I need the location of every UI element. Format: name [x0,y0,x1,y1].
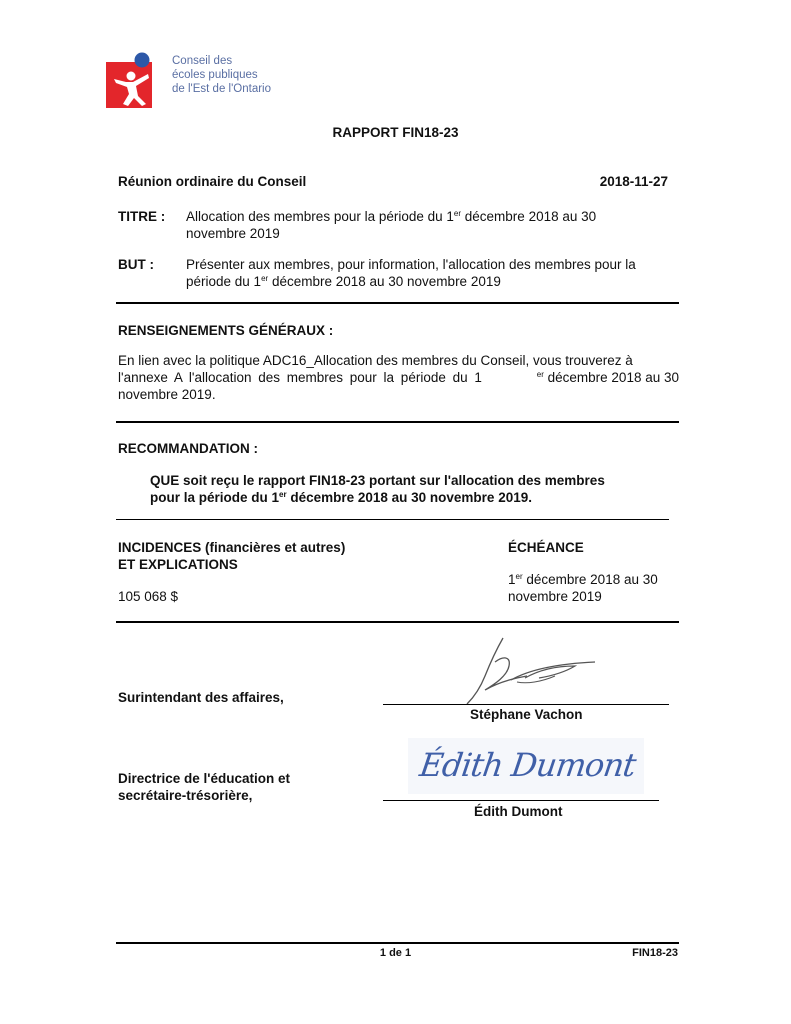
titre-text-a: Allocation des membres pour la période du 1 [186,209,454,224]
logo-line-2: écoles publiques [172,69,258,81]
signature-line-superintendent [383,704,669,705]
meeting-label: Réunion ordinaire du Conseil [118,174,307,189]
incidences-heading-2: ET EXPLICATIONS [118,557,238,572]
renseignements-sup: er [536,370,544,379]
recommandation-line-2b: décembre 2018 au 30 novembre 2019. [286,490,532,505]
meeting-date: 2018-11-27 [599,174,668,189]
divider [116,302,679,304]
titre-sup: er [453,209,462,218]
renseignements-line-3: novembre 2019. [118,387,216,402]
footer-code: FIN18-23 [632,947,678,959]
but-line-2a: période du 1 [186,274,262,289]
logo-text [172,54,271,96]
superintendent-label: Surintendant des affaires, [118,690,284,705]
renseignements-heading: RENSEIGNEMENTS GÉNÉRAUX : [118,323,334,338]
renseignements-line-2a: l'annexe A l'allocation des membres pour la période du 1 [118,370,482,385]
director-label-2: secrétaire-trésorière, [118,788,253,803]
echeance-sup: er [515,572,523,581]
but-label: BUT : [118,257,154,272]
logo-line-1: Conseil des [172,55,233,67]
recommandation-line-1: QUE soit reçu le rapport FIN18-23 portant sur l'allocation des membres [150,473,605,488]
footer-page: 1 de 1 [379,947,412,959]
signature-dumont-box [408,738,644,794]
renseignements-line-2 [118,369,679,386]
director-label-1: Directrice de l'éducation et [118,771,291,786]
footer-rule [116,942,679,944]
renseignements-body [118,352,679,403]
but-line-2b: décembre 2018 au 30 novembre 2019 [268,274,501,289]
but-text [186,256,636,290]
echeance-heading: ÉCHÉANCE [508,540,584,555]
signature-vachon-icon [455,632,605,708]
logo-mark-icon [104,52,160,110]
renseignements-line-1: En lien avec la politique ADC16_Allocation des membres du Conseil, vous trouverez à [118,353,633,368]
signature-line-director [383,800,659,801]
titre-line-2: novembre 2019 [186,226,280,241]
recommandation-line-2a: pour la période du 1 [150,490,280,505]
divider [116,421,679,423]
incidences-amount: 105 068 $ [118,589,179,604]
divider [116,621,679,623]
incidences-heading [118,539,345,573]
recommandation-heading: RECOMMANDATION : [118,441,258,456]
renseignements-line-2b: décembre 2018 au 30 [543,370,679,385]
but-line-1: Présenter aux membres, pour information, l'allocation des membres pour la [186,257,636,272]
but-sup: er [261,274,269,283]
titre-text [186,208,596,242]
director-name: Édith Dumont [474,804,563,819]
recommandation-sup: er [279,490,287,499]
incidences-heading-1: INCIDENCES (financières et autres) [118,540,346,555]
echeance-line-2: novembre 2019 [508,589,602,604]
echeance-body [508,571,658,605]
recommandation-body [150,472,605,506]
titre-text-b: décembre 2018 au 30 [461,209,597,224]
echeance-line-1a: 1 [508,572,516,587]
logo-line-3: de l'Est de l'Ontario [172,83,271,95]
divider [116,519,669,520]
director-label [118,770,290,804]
superintendent-name: Stéphane Vachon [470,707,583,722]
signature-dumont-handwriting: Édith Dumont [417,746,638,784]
logo [104,52,271,112]
echeance-line-1b: décembre 2018 au 30 [522,572,658,587]
titre-label: TITRE : [118,209,166,224]
report-title: RAPPORT FIN18-23 [332,125,459,140]
